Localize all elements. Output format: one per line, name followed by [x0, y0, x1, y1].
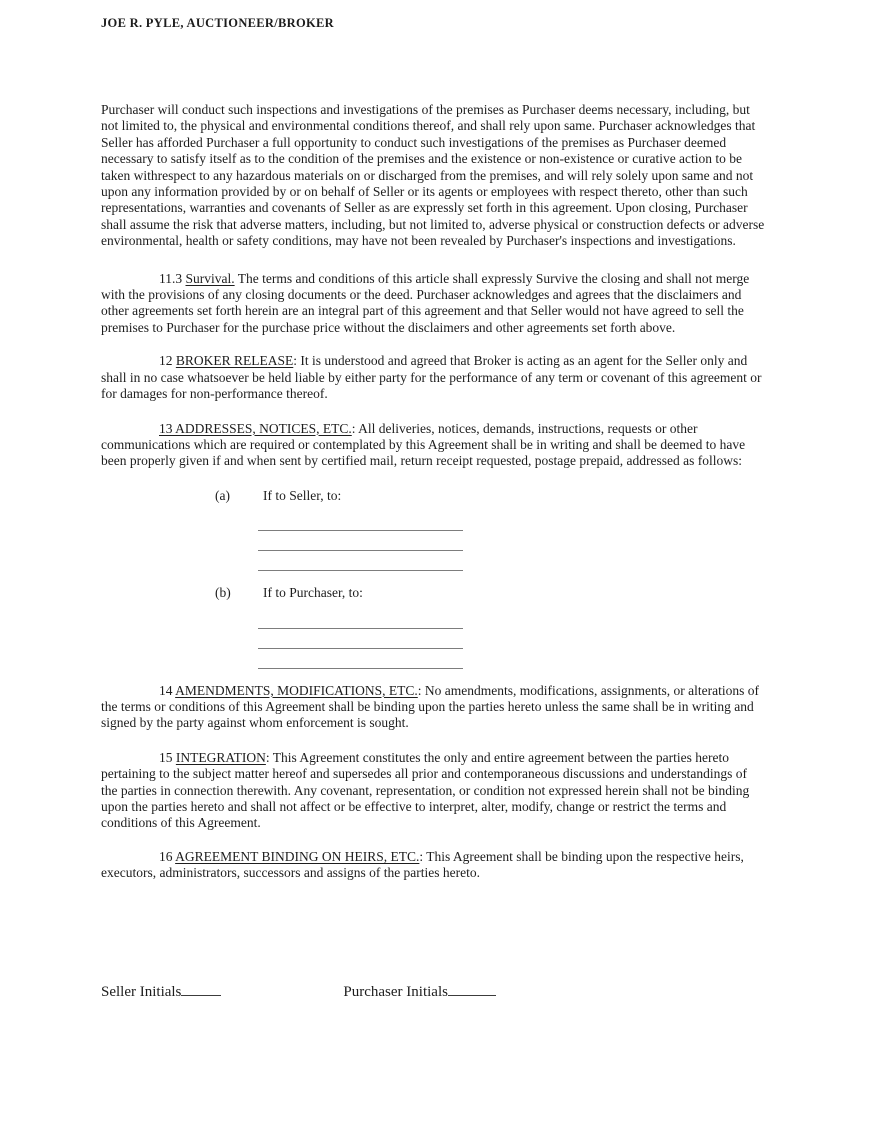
- section-heading: AGREEMENT BINDING ON HEIRS, ETC.: [175, 848, 420, 864]
- initials-footer: [101, 983, 765, 1001]
- seller-initials-label: Seller Initials: [101, 983, 182, 1000]
- section-heading: INTEGRATION: [175, 749, 266, 765]
- address-blank-line: [258, 629, 463, 649]
- purchaser-address-blank-lines: [258, 609, 765, 669]
- section-15-integration: [101, 750, 765, 832]
- document-body: [101, 102, 765, 1001]
- seller-address-blank-lines: [258, 511, 765, 571]
- section-heading: Survival.: [185, 270, 235, 286]
- notice-address-purchaser-head: [215, 585, 765, 601]
- address-blank-line: [258, 531, 463, 551]
- seller-initials-blank: [181, 983, 221, 996]
- section-heading: BROKER RELEASE: [175, 353, 294, 369]
- section-separator: :: [417, 682, 425, 698]
- list-letter: (a): [215, 487, 230, 503]
- address-blank-line: [258, 511, 463, 531]
- notice-address-seller: [101, 488, 765, 571]
- notice-address-seller-head: [215, 488, 765, 504]
- section-body: No amendments, modifications, assignments, or alterations of the terms or conditions of this Agreement shall be binding upon the parties hereto unless the same shall be in writing and signed by the party against whom enforcement is sought.: [101, 682, 759, 731]
- seller-initials-group: [101, 983, 221, 1001]
- section-14-amendments: [101, 683, 765, 732]
- section-body: This Agreement constitutes the only and entire agreement between the parties hereto pertaining to the subject matter hereof and supersedes all prior and contemporaneous discussions and understandings of the parties in connection therewith. Any covenant, representation, or condition not expressed herein shall not be binding upon the parties hereto and shall not affect or be effective to interpret, alter, modify, change or restrict the terms and conditions of this Agreement.: [101, 749, 750, 831]
- purchaser-initials-group: [343, 983, 496, 1001]
- notice-address-purchaser: [101, 585, 765, 668]
- section-separator: :: [293, 353, 301, 369]
- address-blank-line: [258, 551, 463, 571]
- section-11-3-survival: [101, 271, 765, 337]
- purchaser-initials-blank: [448, 983, 496, 996]
- broker-header-title: JOE R. PYLE, AUCTIONEER/BROKER: [101, 16, 334, 30]
- section-number: 14: [159, 682, 176, 698]
- section-number: 16: [159, 848, 176, 864]
- address-blank-line: [258, 609, 463, 629]
- section-number: 15: [159, 749, 176, 765]
- section-heading: 13 ADDRESSES, NOTICES, ETC.: [159, 420, 352, 436]
- section-separator: :: [351, 420, 359, 436]
- section-body: It is understood and agreed that Broker is acting as an agent for the Seller only and shall in no case whatsoever be held liable by either party for the performance of any term or covenant of this agreement or for damages for non-performance thereof.: [101, 353, 762, 402]
- address-blank-line: [258, 649, 463, 669]
- section-12-broker-release: [101, 353, 765, 402]
- section-number: 12: [159, 353, 176, 369]
- section-separator: :: [419, 848, 427, 864]
- inspection-investigation-paragraph: Purchaser will conduct such inspections and investigations of the premises as Purchaser deems necessary, including, but not limited to, the physical and environmental conditions thereof, and shall rely upon same. Purchaser acknowledges that Seller has afforded Purchaser a full opportunity to conduct such investigations of the premises as Purchaser deemed necessary to satisfy itself as to the condition of the premises and the existence or non-existence or curative action to be taken withrespect to any hazardous materials on or discharged from the premises, and will rely solely upon same and not upon any information provided by or on behalf of Seller or its agents or employees with respect thereto, other than such representations, warranties and covenants of Seller as are expressly set forth in this agreement. Upon closing, Purchaser shall assume the risk that adverse matters, including, but not limited to, adverse physical or construction defects or adverse environmental, health or safety conditions, may have not been revealed by Purchaser's inspections and investigations.: [101, 102, 765, 249]
- section-body: All deliveries, notices, demands, instructions, requests or other communications which are required or contemplated by this Agreement shall be in writing and shall be deemed to have been properly given if and when sent by certified mail, return receipt requested, postage prepaid, addressed as follows:: [101, 420, 746, 469]
- section-16-binding-on-heirs: [101, 849, 765, 882]
- address-prompt: If to Seller, to:: [263, 487, 342, 503]
- section-13-addresses-notices: [101, 421, 765, 470]
- list-letter: (b): [215, 585, 231, 601]
- section-heading: AMENDMENTS, MODIFICATIONS, ETC.: [175, 682, 418, 698]
- section-body: This Agreement shall be binding upon the respective heirs, executors, administrators, successors and assigns of the parties hereto.: [101, 848, 744, 881]
- address-prompt: If to Purchaser, to:: [263, 585, 363, 601]
- section-number: 11.3: [159, 270, 186, 286]
- section-body: The terms and conditions of this article shall expressly Survive the closing and shall not merge with the provisions of any closing documents or the deed. Purchaser acknowledges and agrees that the disclaimers and other agreements set forth herein are an integral part of this agreement and that Seller would not have agreed to sell the premises to Purchaser for the purchase price without the disclaimers and other agreements set forth above.: [101, 270, 750, 335]
- section-separator: :: [265, 749, 273, 765]
- purchaser-initials-label: Purchaser Initials: [343, 983, 448, 1000]
